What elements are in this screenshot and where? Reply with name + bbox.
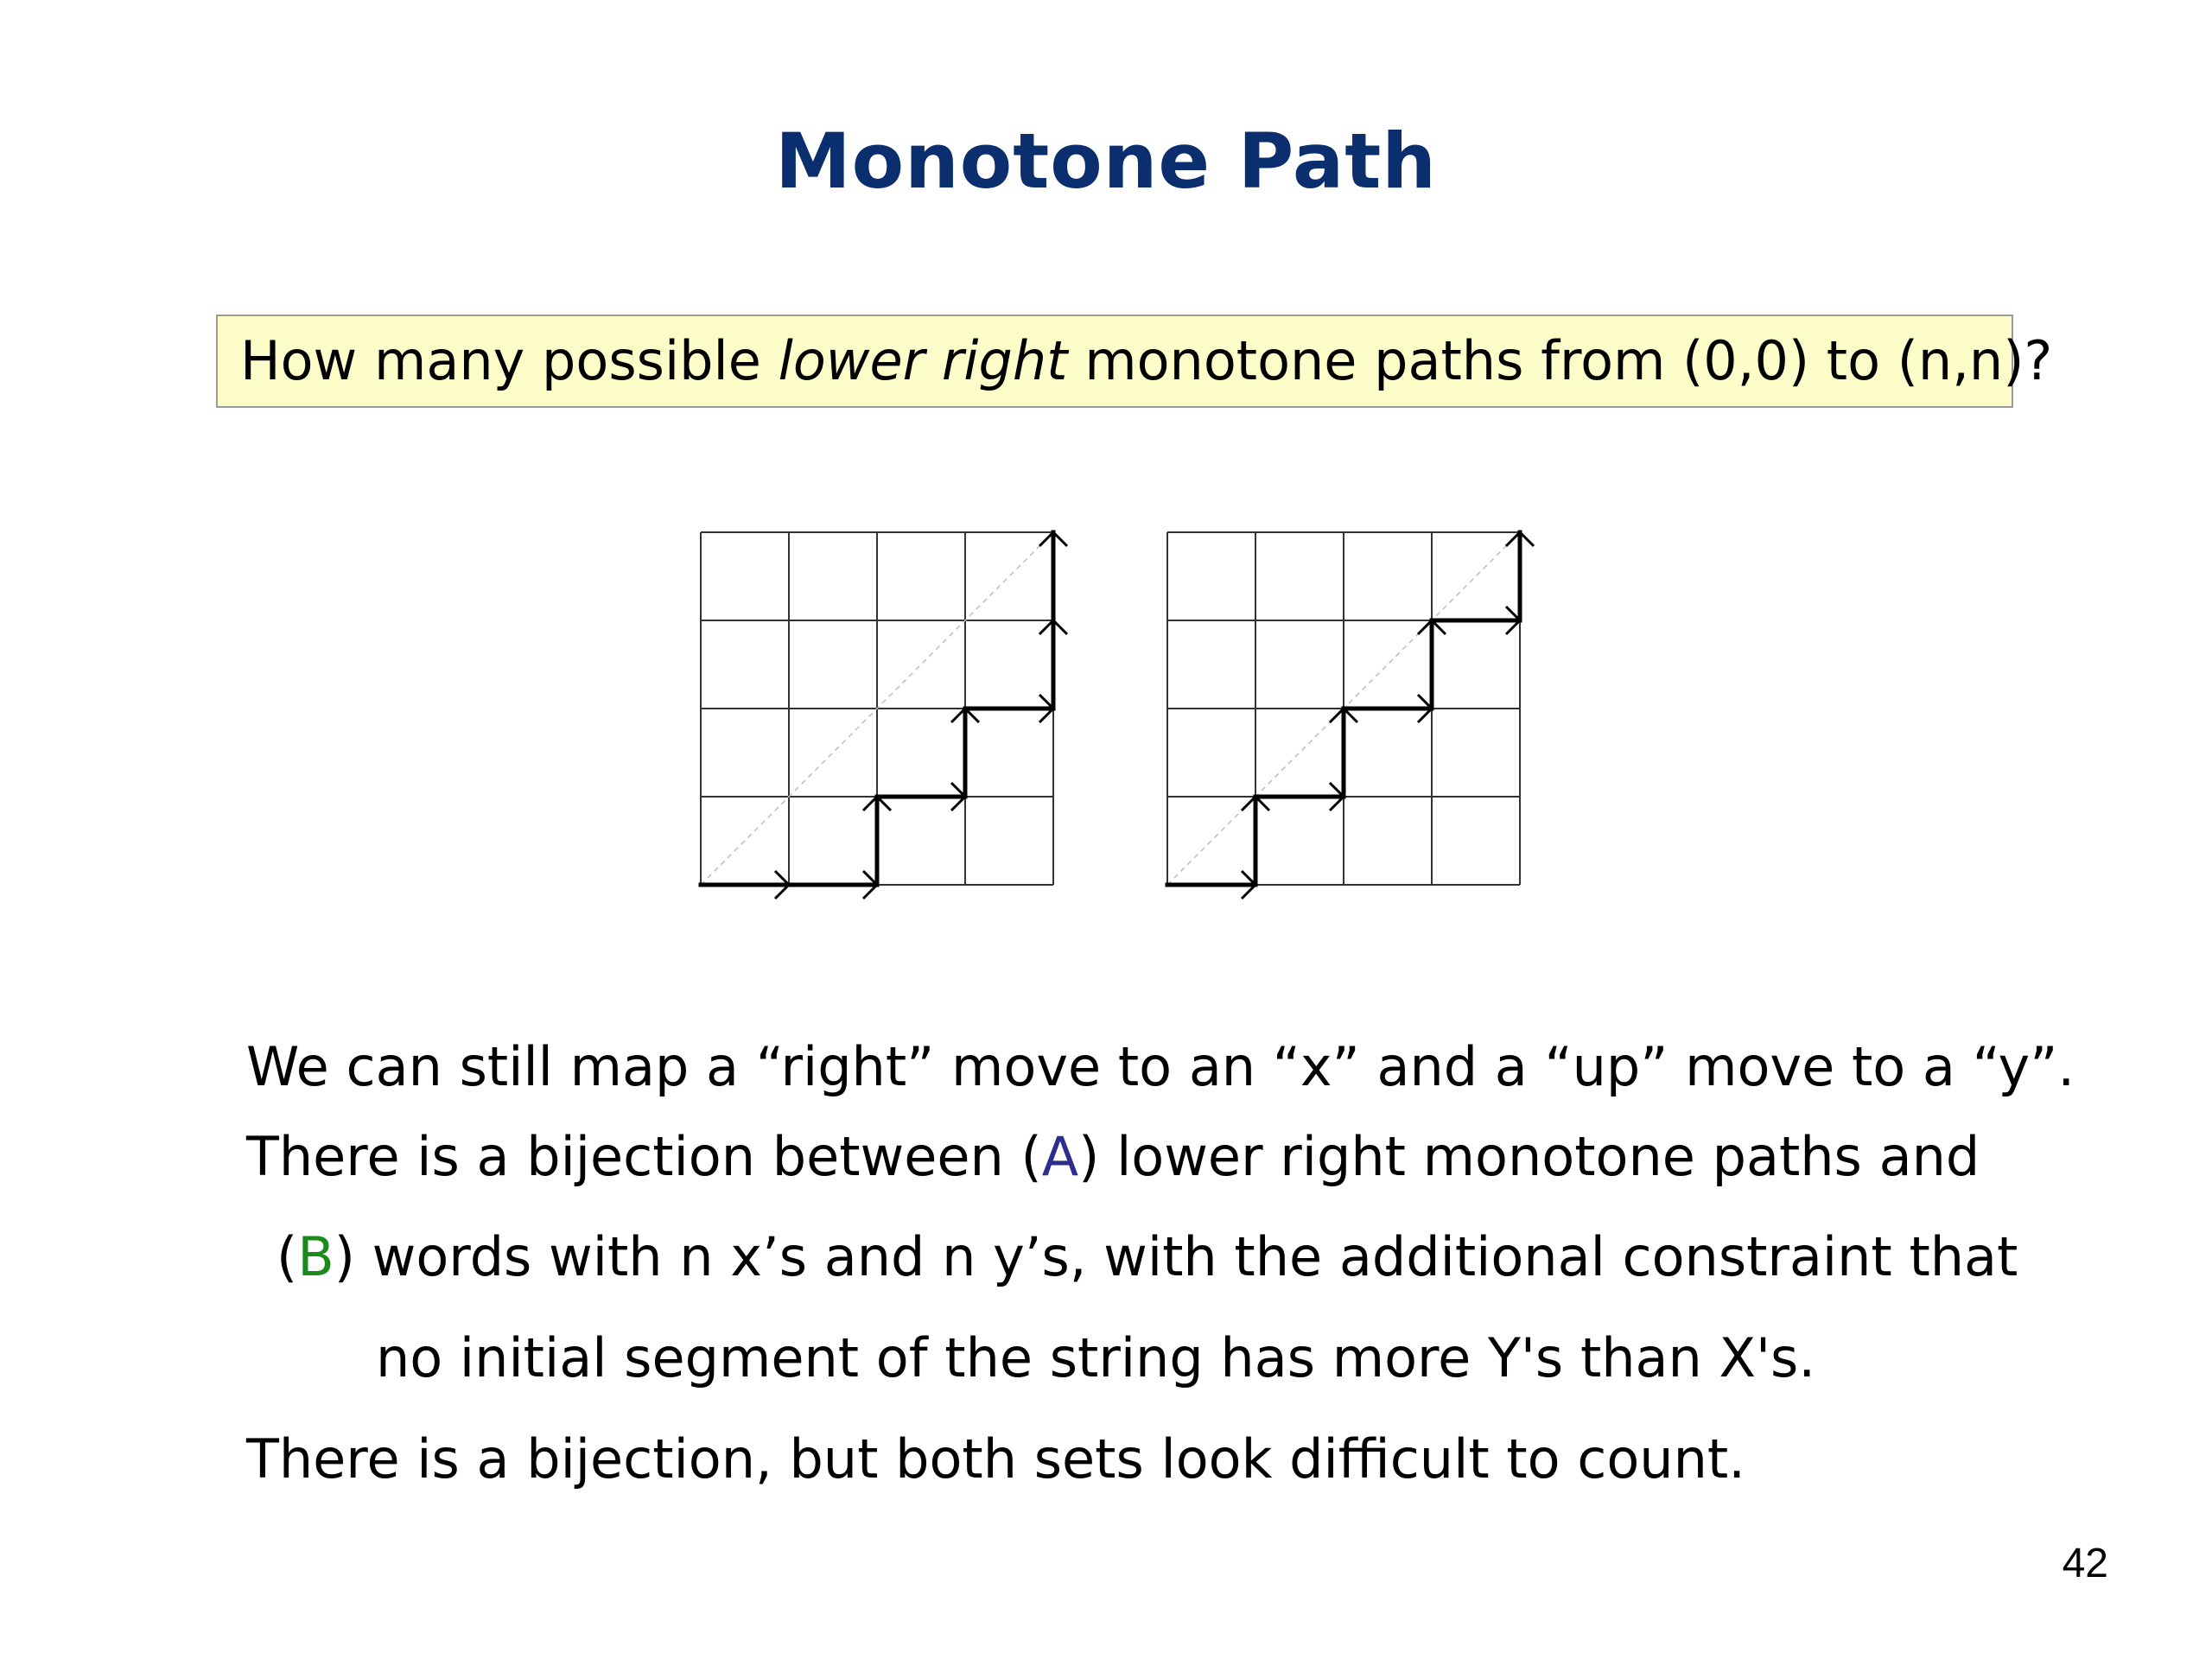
question-emphasis: lower right [778,329,1068,392]
line3-end: ) words with n x’s and n y’s, with the additional constraint that [334,1225,2018,1288]
body-line-bijection-a [246,1125,1980,1188]
body-line-conclusion: There is a bijection, but both sets look difficult to count. [246,1427,1745,1491]
body-line-mapping: We can still map a “right” move to an “x” and a “up” move to a “y”. [246,1035,2075,1098]
line2-start: There is a bijection between ( [246,1125,1042,1188]
body-line-words-b [276,1225,2018,1288]
question-box [216,315,2053,408]
monotone-path-diagram-1 [687,518,1084,916]
page-number: 42 [2062,1541,2108,1586]
set-a-label: A [1041,1125,1079,1188]
question-text-start: How many possible [240,329,779,392]
line3-start: ( [276,1225,298,1288]
set-b-label: B [297,1225,334,1288]
slide-title: Monotone Path [775,117,1437,206]
question-text-end: monotone paths from (0,0) to (n,n)? [1067,329,2053,392]
body-line-constraint: no initial segment of the string has more Y's than X's. [376,1326,1816,1389]
line2-end: ) lower right monotone paths and [1078,1125,1980,1188]
monotone-path-diagram-2 [1154,518,1551,916]
